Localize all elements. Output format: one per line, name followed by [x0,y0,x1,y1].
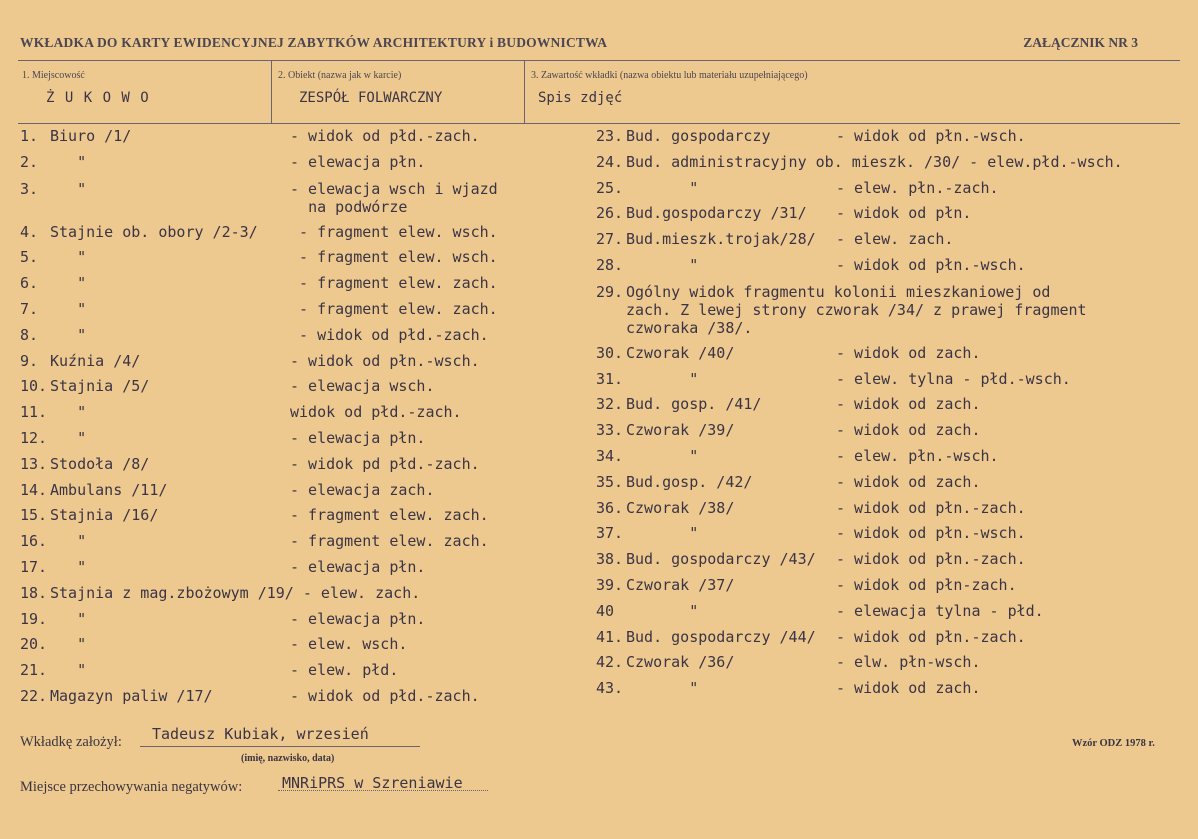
header-rule-top [18,60,1180,61]
item-number: 22. [20,686,48,705]
list-item [20,684,498,710]
item-description: - elewacja wsch. [290,377,435,396]
item-description: - fragment elew. zach. [290,506,489,525]
item-object: Czworak /40/ [626,343,735,362]
item-number: 21. [20,661,48,680]
item-description: - widok od zach. [836,421,981,440]
storage-label: Miejsce przechowywania negatywów: [20,779,243,795]
item-object: Czworak /36/ [626,653,735,672]
field-locality-label: 1. Miejscowość [22,70,85,81]
item-number: 37. [596,524,624,543]
item-number: 20. [20,635,48,654]
item-description: - widok od płn-zach. [836,575,1017,594]
item-description: - widok od płn.-wsch. [836,524,1026,543]
annex-number: ZAŁĄCZNIK NR 3 [1023,35,1138,50]
list-item [596,676,1123,702]
item-number: 14. [20,480,48,499]
item-object: Czworak /38/ [626,498,735,517]
item-description: - widok pd płd.-zach. [290,454,480,473]
list-item [20,529,498,555]
list-item [20,452,498,478]
item-number: 40 [596,601,615,620]
list-item [596,341,1123,367]
item-description: - widok od zach. [836,343,981,362]
item-number: 32. [596,395,624,414]
list-item [596,625,1123,651]
list-item [596,444,1123,470]
item-number: 1. [20,127,39,145]
item-object: Bud. gospodarczy /44/ [626,627,816,646]
list-item [596,392,1123,418]
item-object: " [626,369,699,388]
item-description: - widok od zach. [836,472,981,491]
item-description: - widok od płn.-wsch. [836,255,1026,274]
item-object: Ogólny widok fragmentu kolonii mieszkaniowej od zach. Z lewej strony czworak /34/ z prawej fragment czworaka /38/. [626,282,1087,337]
item-description: - elew. płn.-zach. [836,178,999,197]
item-description: - fragment elew. zach. [290,299,498,318]
item-description: - elew. zach. [836,230,954,249]
list-item [20,220,498,246]
item-object: " [50,557,87,576]
item-object: Stodoła /8/ [50,454,150,473]
item-description: - elewacja płn. [290,557,426,576]
list-item [20,271,498,297]
field-object-label: 2. Obiekt (nazwa jak w karcie) [278,70,402,81]
item-object: Bud. gospodarczy /43/ [626,550,816,569]
item-number: 31. [596,369,624,388]
item-description: - widok od płn.-wsch. [836,127,1026,145]
item-description: - widok od płd.-zach. [290,686,480,705]
item-description: - elewacja wsch i wjazd na podwórze [290,179,498,216]
photo-list-right [596,124,1123,702]
item-description: - widok od płn. [836,204,972,223]
field-divider-1 [271,61,272,123]
item-description: - widok od płn.-zach. [836,627,1026,646]
list-item [20,555,498,581]
item-object: Kuźnia /4/ [50,351,141,370]
author-label: Wkładkę założył: [20,734,122,750]
item-description: - widok od zach. [836,395,981,414]
item-object: Bud. administracyjny ob. mieszk. /30/ - elew.płd.-wsch. [626,152,1123,171]
item-object: " [50,661,87,680]
list-item [596,367,1123,393]
item-description: - elew. płn.-wsch. [836,446,999,465]
list-item [596,547,1123,573]
item-number: 36. [596,498,624,517]
item-object: " [50,299,87,318]
item-description: - elewacja płn. [290,152,426,171]
item-number: 33. [596,421,624,440]
field-contents-label: 3. Zawartość wkładki (nazwa obiektu lub materiału uzupełniającego) [531,70,808,81]
field-contents-value: Spis zdjęć [538,90,623,106]
item-object: Bud. gospodarczy [626,127,771,145]
item-object: " [50,152,87,171]
item-object: " [50,179,87,198]
item-number: 38. [596,550,624,569]
item-description: - widok od płn.-wsch. [290,351,480,370]
list-item [20,349,498,375]
item-number: 16. [20,532,48,551]
item-number: 12. [20,428,48,447]
list-item [596,253,1123,279]
list-item [596,521,1123,547]
item-object: Stajnia /16/ [50,506,159,525]
list-item [596,227,1123,253]
author-caption: (imię, nazwisko, data) [241,753,335,764]
item-description: - fragment elew. wsch. [290,248,498,267]
item-object: Bud.mieszk.trojak/28/ [626,230,816,249]
item-object: Ambulans /11/ [50,480,168,499]
item-description: - elew. wsch. [290,635,408,654]
author-value: Tadeusz Kubiak, wrzesień [152,725,369,743]
item-number: 11. [20,403,48,422]
list-item [20,176,498,220]
item-number: 42. [596,653,624,672]
item-number: 18. [20,583,48,602]
list-item [596,279,1123,341]
item-object: " [50,609,87,628]
item-number: 24. [596,152,624,171]
item-object: " [626,601,699,620]
item-description: - elewacja zach. [290,480,435,499]
item-number: 2. [20,152,39,171]
storage-value: MNRiPRS w Szreniawie [282,774,463,792]
item-description: - fragment elew. zach. [290,274,498,293]
list-item [20,323,498,349]
item-number: 34. [596,446,624,465]
item-description: - widok od płd.-zach. [290,127,480,145]
item-description: - widok od płn.-zach. [836,498,1026,517]
item-number: 26. [596,204,624,223]
item-number: 27. [596,230,624,249]
item-description: - fragment elew. wsch. [290,222,498,241]
list-item [20,150,498,176]
item-object: " [50,248,87,267]
item-number: 25. [596,178,624,197]
list-item [596,176,1123,202]
item-number: 15. [20,506,48,525]
item-object: Stajnie ob. obory /2-3/ [50,222,258,241]
item-number: 29. [596,282,624,301]
item-object: " [50,403,87,422]
list-item [596,470,1123,496]
item-object: " [626,679,699,698]
item-description: - elw. płn-wsch. [836,653,981,672]
item-object: " [50,428,87,447]
list-item [20,400,498,426]
item-object: " [50,325,87,344]
photo-list-left [20,124,498,710]
list-item [596,418,1123,444]
item-description: - elewacja płn. [290,609,426,628]
item-description: - widok od płd.-zach. [290,325,489,344]
list-item [20,581,498,607]
item-description: - fragment elew. zach. [290,532,489,551]
list-item [20,245,498,271]
item-number: 7. [20,299,39,318]
item-description: - elewacja tylna - płd. [836,601,1044,620]
list-item [596,496,1123,522]
list-item [20,426,498,452]
list-item [20,658,498,684]
list-item [596,124,1123,150]
list-item [20,374,498,400]
list-item [20,607,498,633]
item-object: Czworak /37/ [626,575,735,594]
list-item [20,297,498,323]
field-divider-2 [524,61,525,123]
item-number: 13. [20,454,48,473]
item-number: 6. [20,274,39,293]
item-object: Czworak /39/ [626,421,735,440]
item-number: 4. [20,222,39,241]
item-object: " [50,274,87,293]
item-description: widok od płd.-zach. [290,403,462,422]
item-object: Stajnia /5/ [50,377,150,396]
item-number: 30. [596,343,624,362]
item-object: " [626,255,699,274]
item-object: Bud.gosp. /42/ [626,472,753,491]
item-number: 8. [20,325,39,344]
list-item [596,201,1123,227]
item-object: " [50,532,87,551]
item-description: - elew. tylna - płd.-wsch. [836,369,1071,388]
field-object-value: ZESPÓŁ FOLWARCZNY [299,90,443,106]
item-description: - elewacja płn. [290,428,426,447]
item-number: 43. [596,679,624,698]
item-object: " [50,635,87,654]
author-underline [140,746,420,747]
item-number: 10. [20,377,48,396]
item-number: 19. [20,609,48,628]
item-number: 23. [596,127,624,145]
list-item [20,478,498,504]
item-number: 39. [596,575,624,594]
item-object: Bud. gosp. /41/ [626,395,762,414]
list-item [20,632,498,658]
item-description: - widok od zach. [836,679,981,698]
item-description: - widok od płn.-zach. [836,550,1026,569]
list-item [20,124,498,150]
field-locality-value: Ż U K O W O [46,90,150,106]
list-item [596,573,1123,599]
list-item [596,150,1123,176]
item-number: 41. [596,627,624,646]
item-object: Magazyn paliw /17/ [50,686,213,705]
item-description: - elew. płd. [290,661,399,680]
form-reference: Wzór ODZ 1978 r. [1072,738,1155,749]
item-object: Stajnia z mag.zbożowym /19/ - elew. zach. [50,583,421,602]
list-item [596,650,1123,676]
item-number: 28. [596,255,624,274]
item-number: 17. [20,557,48,576]
item-object: " [626,446,699,465]
item-number: 35. [596,472,624,491]
item-object: Biuro /1/ [50,127,132,145]
item-number: 9. [20,351,39,370]
list-item [596,599,1123,625]
list-item [20,503,498,529]
storage-underline [278,790,488,791]
card-title: WKŁADKA DO KARTY EWIDENCYJNEJ ZABYTKÓW ARCHITEKTURY i BUDOWNICTWA [20,35,608,50]
item-number: 3. [20,179,39,198]
item-object: Bud.gospodarczy /31/ [626,204,807,223]
item-object: " [626,178,699,197]
item-number: 5. [20,248,39,267]
item-object: " [626,524,699,543]
